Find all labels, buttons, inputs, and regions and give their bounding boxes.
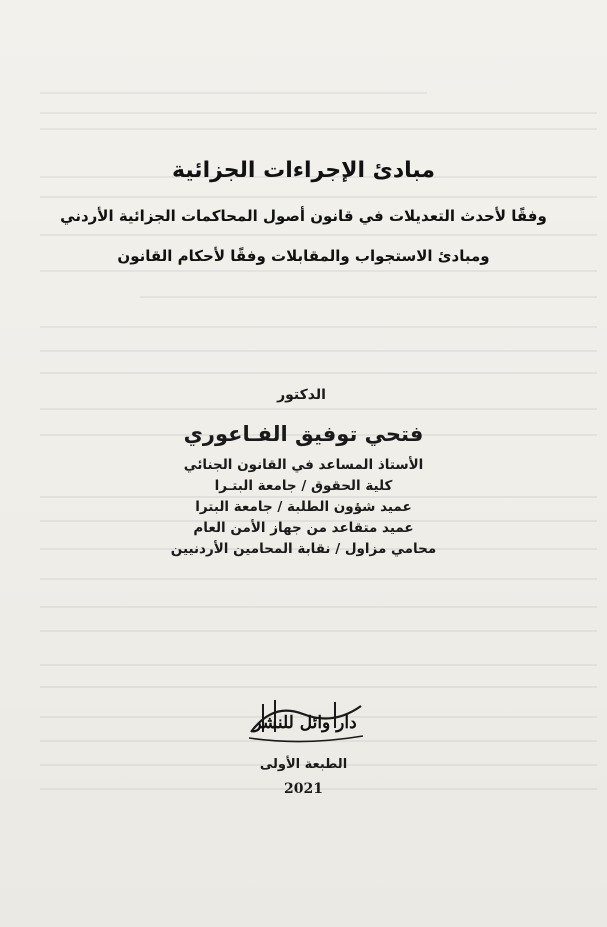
show-through-line (40, 372, 597, 374)
show-through-line (40, 234, 597, 236)
show-through-line (40, 326, 597, 328)
book-subtitle-line-1: وفقًا لأحدث التعديلات في قانون أصول المحاكمات الجزائية الأردني (60, 207, 547, 225)
show-through-line (40, 686, 597, 688)
edition-label: الطبعة الأولى (259, 757, 348, 772)
show-through-line (40, 606, 597, 608)
edition-year: 2021 (284, 781, 323, 797)
show-through-line (40, 630, 597, 632)
author-roles (0, 455, 607, 560)
show-through-line (40, 270, 597, 272)
author-role: عميد شؤون الطلبة / جامعة البترا (195, 499, 412, 515)
author-role: محامي مزاول / نقابة المحامين الأردنيين (170, 541, 437, 557)
show-through-line (40, 112, 597, 114)
show-through-line (40, 350, 597, 352)
show-through-line (40, 92, 427, 94)
author-role: عميد متقاعد من جهاز الأمن العام (193, 520, 414, 536)
author-name: فتحي توفيق الفـاعوري (183, 422, 424, 446)
show-through-line (40, 578, 597, 580)
show-through-line (40, 196, 597, 198)
publisher-logo-icon (243, 692, 368, 744)
logo-stroke (249, 736, 363, 742)
book-title: مبادئ الإجراءات الجزائية (171, 158, 435, 183)
author-role: كلية الحقوق / جامعة البتـرا (214, 478, 393, 494)
show-through-line (40, 408, 597, 410)
book-subtitle-line-2: ومبادئ الاستجواب والمقابلات وفقًا لأحكام القانون (117, 247, 490, 265)
author-label-text: الدكتور (277, 387, 326, 403)
publisher-logo-text: دار وائل للنشر (253, 713, 357, 733)
show-through-line (40, 664, 597, 666)
show-through-line (40, 128, 597, 130)
author-role: الأستاذ المساعد في القانون الجنائي (183, 457, 424, 473)
author-label (0, 387, 607, 403)
show-through-line (140, 296, 597, 298)
